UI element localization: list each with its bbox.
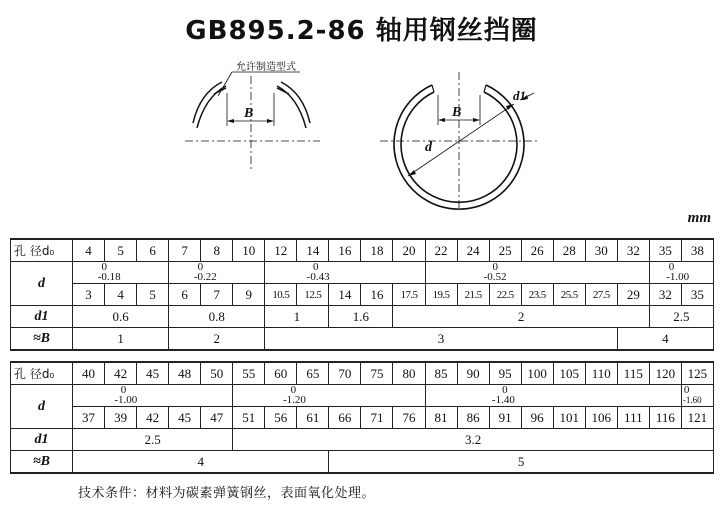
row-label-hole: 孔 径d₀ (11, 239, 73, 262)
technical-conditions-note: 技术条件：材料为碳素弹簧钢丝，表面氧化处理。 (78, 486, 376, 501)
hole-diameter-cell: 115 (617, 362, 649, 385)
hole-diameter-cell: 55 (233, 362, 265, 385)
d-value-cell: 23.5 (521, 284, 553, 306)
d-value-cell: 42 (137, 407, 169, 429)
row-label-hole: 孔 径d₀ (11, 362, 73, 385)
d-value-cell: 37 (73, 407, 105, 429)
d1-value-cell: 0.6 (73, 306, 169, 328)
d-tolerance-cell (233, 385, 425, 407)
spec-table-bottom (10, 361, 714, 474)
label-d: d (425, 140, 432, 155)
tolerance-upper: 0 (120, 384, 127, 396)
row-label-b: ≈B (11, 451, 73, 474)
b-value-cell: 1 (73, 328, 169, 351)
d-tolerance-row (11, 262, 714, 284)
hole-diameter-cell: 30 (585, 239, 617, 262)
tolerance-lower: -1.40 (491, 394, 515, 406)
hole-diameter-cell: 80 (393, 362, 425, 385)
d-value-cell: 19.5 (425, 284, 457, 306)
page-title: GB895.2-86 轴用钢丝挡圈 (185, 16, 538, 46)
d-value-cell: 91 (489, 407, 521, 429)
hole-diameter-cell: 95 (489, 362, 521, 385)
d-value-cell: 86 (457, 407, 489, 429)
tolerance-upper: 0 (101, 261, 108, 273)
d-value-cell: 61 (297, 407, 329, 429)
unit-label: mm (687, 210, 711, 226)
hole-diameter-cell: 26 (521, 239, 553, 262)
d1-value-cell: 0.8 (169, 306, 265, 328)
d1-value-cell: 2.5 (649, 306, 713, 328)
b-value-cell: 4 (73, 451, 329, 474)
retaining-ring-drawing (0, 55, 723, 215)
b-row (11, 451, 714, 474)
spec-table-top (10, 238, 714, 351)
row-label-b: ≈B (11, 328, 73, 351)
tolerance-lower: -1.00 (114, 394, 138, 406)
d-tolerance-cell (681, 385, 713, 407)
d-value-cell: 76 (393, 407, 425, 429)
label-b-left: B (244, 106, 254, 121)
d-value-cell: 5 (137, 284, 169, 306)
d-value-cell: 16 (361, 284, 393, 306)
row-label-d1: d1 (11, 429, 73, 451)
hole-diameter-cell: 125 (681, 362, 713, 385)
d-value-cell: 25.5 (553, 284, 585, 306)
hole-diameter-cell: 7 (169, 239, 201, 262)
hole-diameter-cell: 18 (361, 239, 393, 262)
d-tolerance-cell (73, 262, 169, 284)
d-value-cell: 111 (617, 407, 649, 429)
tolerance-upper: 0 (313, 261, 319, 273)
d-value-cell: 9 (233, 284, 265, 306)
d-value-cell: 71 (361, 407, 393, 429)
d1-value-cell: 2.5 (73, 429, 233, 451)
tolerance-lower: -1.00 (666, 271, 690, 283)
d-tolerance-cell (265, 262, 425, 284)
d1-value-cell: 1.6 (329, 306, 393, 328)
d1-value-cell: 1 (265, 306, 329, 328)
hole-diameter-cell: 75 (361, 362, 393, 385)
d-value-cell: 3 (73, 284, 105, 306)
hole-diameter-cell: 16 (329, 239, 361, 262)
d-value-cell: 32 (649, 284, 681, 306)
hole-diameter-cell: 42 (105, 362, 137, 385)
hole-diameter-cell: 40 (73, 362, 105, 385)
hole-diameter-cell: 38 (681, 239, 713, 262)
hole-diameter-cell: 22 (425, 239, 457, 262)
d-tolerance-cell (425, 385, 681, 407)
tolerance-upper: 0 (492, 261, 498, 273)
tolerance-lower: -0.22 (193, 271, 217, 283)
hole-diameter-cell: 28 (553, 239, 585, 262)
d-tolerance-cell (73, 385, 233, 407)
hole-diameter-cell: 70 (329, 362, 361, 385)
hole-diameter-cell: 90 (457, 362, 489, 385)
d-value-cell: 116 (649, 407, 681, 429)
hole-diameter-cell: 32 (617, 239, 649, 262)
d1-value-cell: 2 (393, 306, 649, 328)
hole-diameter-cell: 35 (649, 239, 681, 262)
d1-value-cell: 3.2 (233, 429, 714, 451)
d-value-cell: 27.5 (585, 284, 617, 306)
tolerance-upper: 0 (290, 384, 297, 396)
d-value-cell: 22.5 (489, 284, 521, 306)
d-value-cell: 12.5 (297, 284, 329, 306)
tolerance-upper: 0 (502, 384, 508, 396)
tolerance-lower: -0.52 (483, 271, 507, 283)
d1-row (11, 306, 714, 328)
d-value-cell: 81 (425, 407, 457, 429)
tolerance-upper: 0 (197, 261, 204, 273)
hole-diameter-cell: 20 (393, 239, 425, 262)
allowed-shape-note: 允许制造型式 (236, 62, 296, 73)
d-value-cell: 21.5 (457, 284, 489, 306)
row-label-d: d (11, 262, 73, 306)
row-label-d: d (11, 385, 73, 429)
d-value-cell: 17.5 (393, 284, 425, 306)
b-value-cell: 5 (329, 451, 714, 474)
tolerance-upper: 0 (683, 384, 690, 396)
tolerance-upper: 0 (668, 261, 675, 273)
b-value-cell: 2 (169, 328, 265, 351)
hole-diameter-cell: 45 (137, 362, 169, 385)
hole-diameter-row (11, 239, 714, 262)
d-value-cell: 39 (105, 407, 137, 429)
d-value-row (11, 407, 714, 429)
d-value-row (11, 284, 714, 306)
hole-diameter-cell: 8 (201, 239, 233, 262)
hole-diameter-cell: 10 (233, 239, 265, 262)
hole-diameter-cell: 50 (201, 362, 233, 385)
row-label-d1: d1 (11, 306, 73, 328)
d-tolerance-cell (169, 262, 265, 284)
d-tolerance-row (11, 385, 714, 407)
b-value-cell: 4 (617, 328, 713, 351)
hole-diameter-cell: 12 (265, 239, 297, 262)
hole-diameter-cell: 4 (73, 239, 105, 262)
d-value-cell: 29 (617, 284, 649, 306)
tolerance-lower: -1.20 (282, 394, 306, 406)
hole-diameter-cell: 5 (105, 239, 137, 262)
d-value-cell: 7 (201, 284, 233, 306)
d-value-cell: 47 (201, 407, 233, 429)
hole-diameter-cell: 14 (297, 239, 329, 262)
tolerance-lower: -0.18 (97, 271, 121, 283)
ring-gap-detail-view (185, 72, 320, 172)
hole-diameter-cell: 120 (649, 362, 681, 385)
d-value-cell: 66 (329, 407, 361, 429)
d-value-cell: 56 (265, 407, 297, 429)
d-value-cell: 45 (169, 407, 201, 429)
d-value-cell: 10.5 (265, 284, 297, 306)
label-b-right: B (452, 105, 462, 120)
hole-diameter-cell: 65 (297, 362, 329, 385)
hole-diameter-cell: 100 (521, 362, 553, 385)
hole-diameter-cell: 25 (489, 239, 521, 262)
hole-diameter-cell: 48 (169, 362, 201, 385)
hole-diameter-cell: 60 (265, 362, 297, 385)
d-tolerance-cell (425, 262, 649, 284)
tolerance-lower: -1.60 (682, 395, 702, 405)
hole-diameter-row (11, 362, 714, 385)
d1-row (11, 429, 714, 451)
d-value-cell: 121 (681, 407, 713, 429)
b-value-cell: 3 (265, 328, 618, 351)
hole-diameter-cell: 85 (425, 362, 457, 385)
b-row (11, 328, 714, 351)
d-value-cell: 6 (169, 284, 201, 306)
hole-diameter-cell: 110 (585, 362, 617, 385)
d-value-cell: 101 (553, 407, 585, 429)
d-value-cell: 96 (521, 407, 553, 429)
d-value-cell: 106 (585, 407, 617, 429)
d-value-cell: 14 (329, 284, 361, 306)
hole-diameter-cell: 6 (137, 239, 169, 262)
d-value-cell: 35 (681, 284, 713, 306)
d-value-cell: 4 (105, 284, 137, 306)
d-tolerance-cell (649, 262, 713, 284)
d-value-cell: 51 (233, 407, 265, 429)
tolerance-lower: -0.43 (306, 271, 330, 283)
hole-diameter-cell: 105 (553, 362, 585, 385)
label-d1: d1 (513, 88, 526, 103)
hole-diameter-cell: 24 (457, 239, 489, 262)
